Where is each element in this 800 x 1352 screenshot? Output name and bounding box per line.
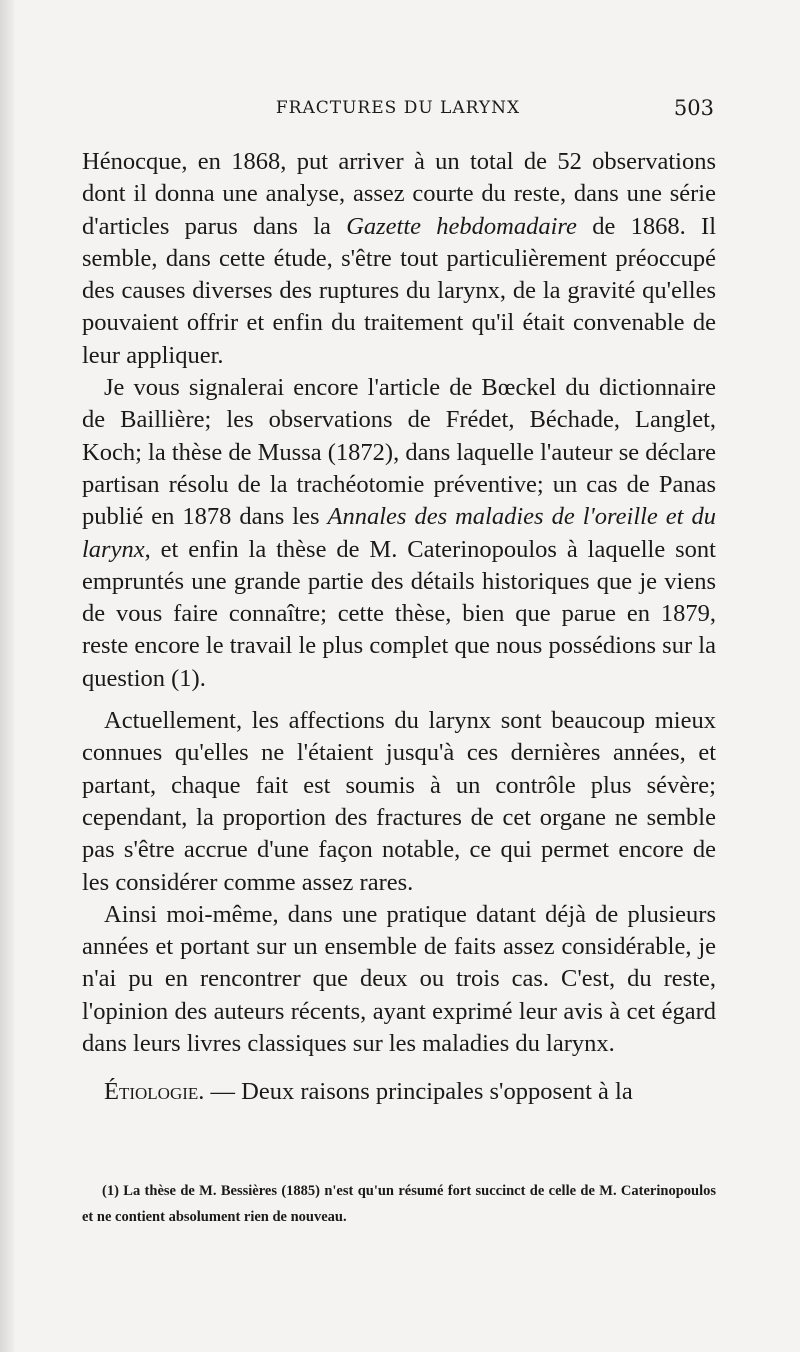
body-text [82,146,716,1109]
running-title: FRACTURES DU LARYNX [275,98,521,118]
section-gap [82,1060,716,1076]
text-run: , et enfin la thèse de M. Caterinopoulos à laquelle sont empruntés une grande partie des détails historiques que je viens de vous faire connaître; cette thèse, bien que parue en 1879, reste encore le travail le plus complet que nous possédions sur la question (1). [82,535,716,692]
paragraph-2 [82,372,716,695]
text-run: — Deux raisons principales s'opposent à la [204,1078,633,1106]
text-run: Actuellement, les affections du larynx sont beaucoup mieux connues qu'elles ne l'étaient jusqu'à ces dernières années, et partant, chaque fait est soumis à un contrôle plus sévère; cependant, la proportion des fractures de cet organe ne semble pas s'être accrue d'une façon notable, ce qui permet encore de les considérer comme assez rares. [82,707,716,896]
footnote-1: (1) La thèse de M. Bessières (1885) n'est qu'un résumé fort succinct de celle de M. Caterinopoulos et ne contient absolument rien de nouveau. [82,1183,716,1225]
paragraph-3 [82,705,716,899]
journal-title: Gazette hebdomadaire [346,212,577,240]
paragraph-4 [82,899,716,1060]
footnotes [82,1178,716,1230]
text-run: de 1868. Il semble, dans cette étude, s'être tout particulièrement préoccupé des causes diverses des ruptures du larynx, de la gravité qu'elles pouvaient offrir et enfin du traitement qu'il était convenable de leur appliquer. [82,212,716,369]
text-run: Je vous signalerai encore l'article de Bœckel du dictionnaire de Baillière; les observations de Frédet, Béchade, Langlet, Koch; la thèse de Mussa (1872), dans laquelle l'auteur se déclare partisan résolu de la trachéotomie préventive; un cas de Panas publié en 1878 dans les [82,374,716,531]
paragraph-1 [82,146,716,372]
section-heading: Étiologie. [104,1078,205,1106]
text-run: Hénocque, en 1868, put arriver à un total de 52 observations dont il donna une analyse, assez courte du reste, dans une série d'articles parus dans la [82,148,716,240]
text-run: Ainsi moi-même, dans une pratique datant déjà de plusieurs années et portant sur un ensemble de faits assez considérable, je n'ai pu en rencontrer que deux ou trois cas. C'est, du reste, l'opinion des auteurs récents, ayant exprimé leur avis à cet égard dans leurs livres classiques sur les maladies du larynx. [82,900,716,1058]
paragraph-5 [82,1076,716,1108]
page-edge-shadow [0,0,14,1352]
page-number: 503 [673,96,714,120]
paragraph-gap [82,695,716,705]
page-header [82,98,714,128]
journal-title: Annales des maladies de l'oreille et du larynx [82,503,716,563]
